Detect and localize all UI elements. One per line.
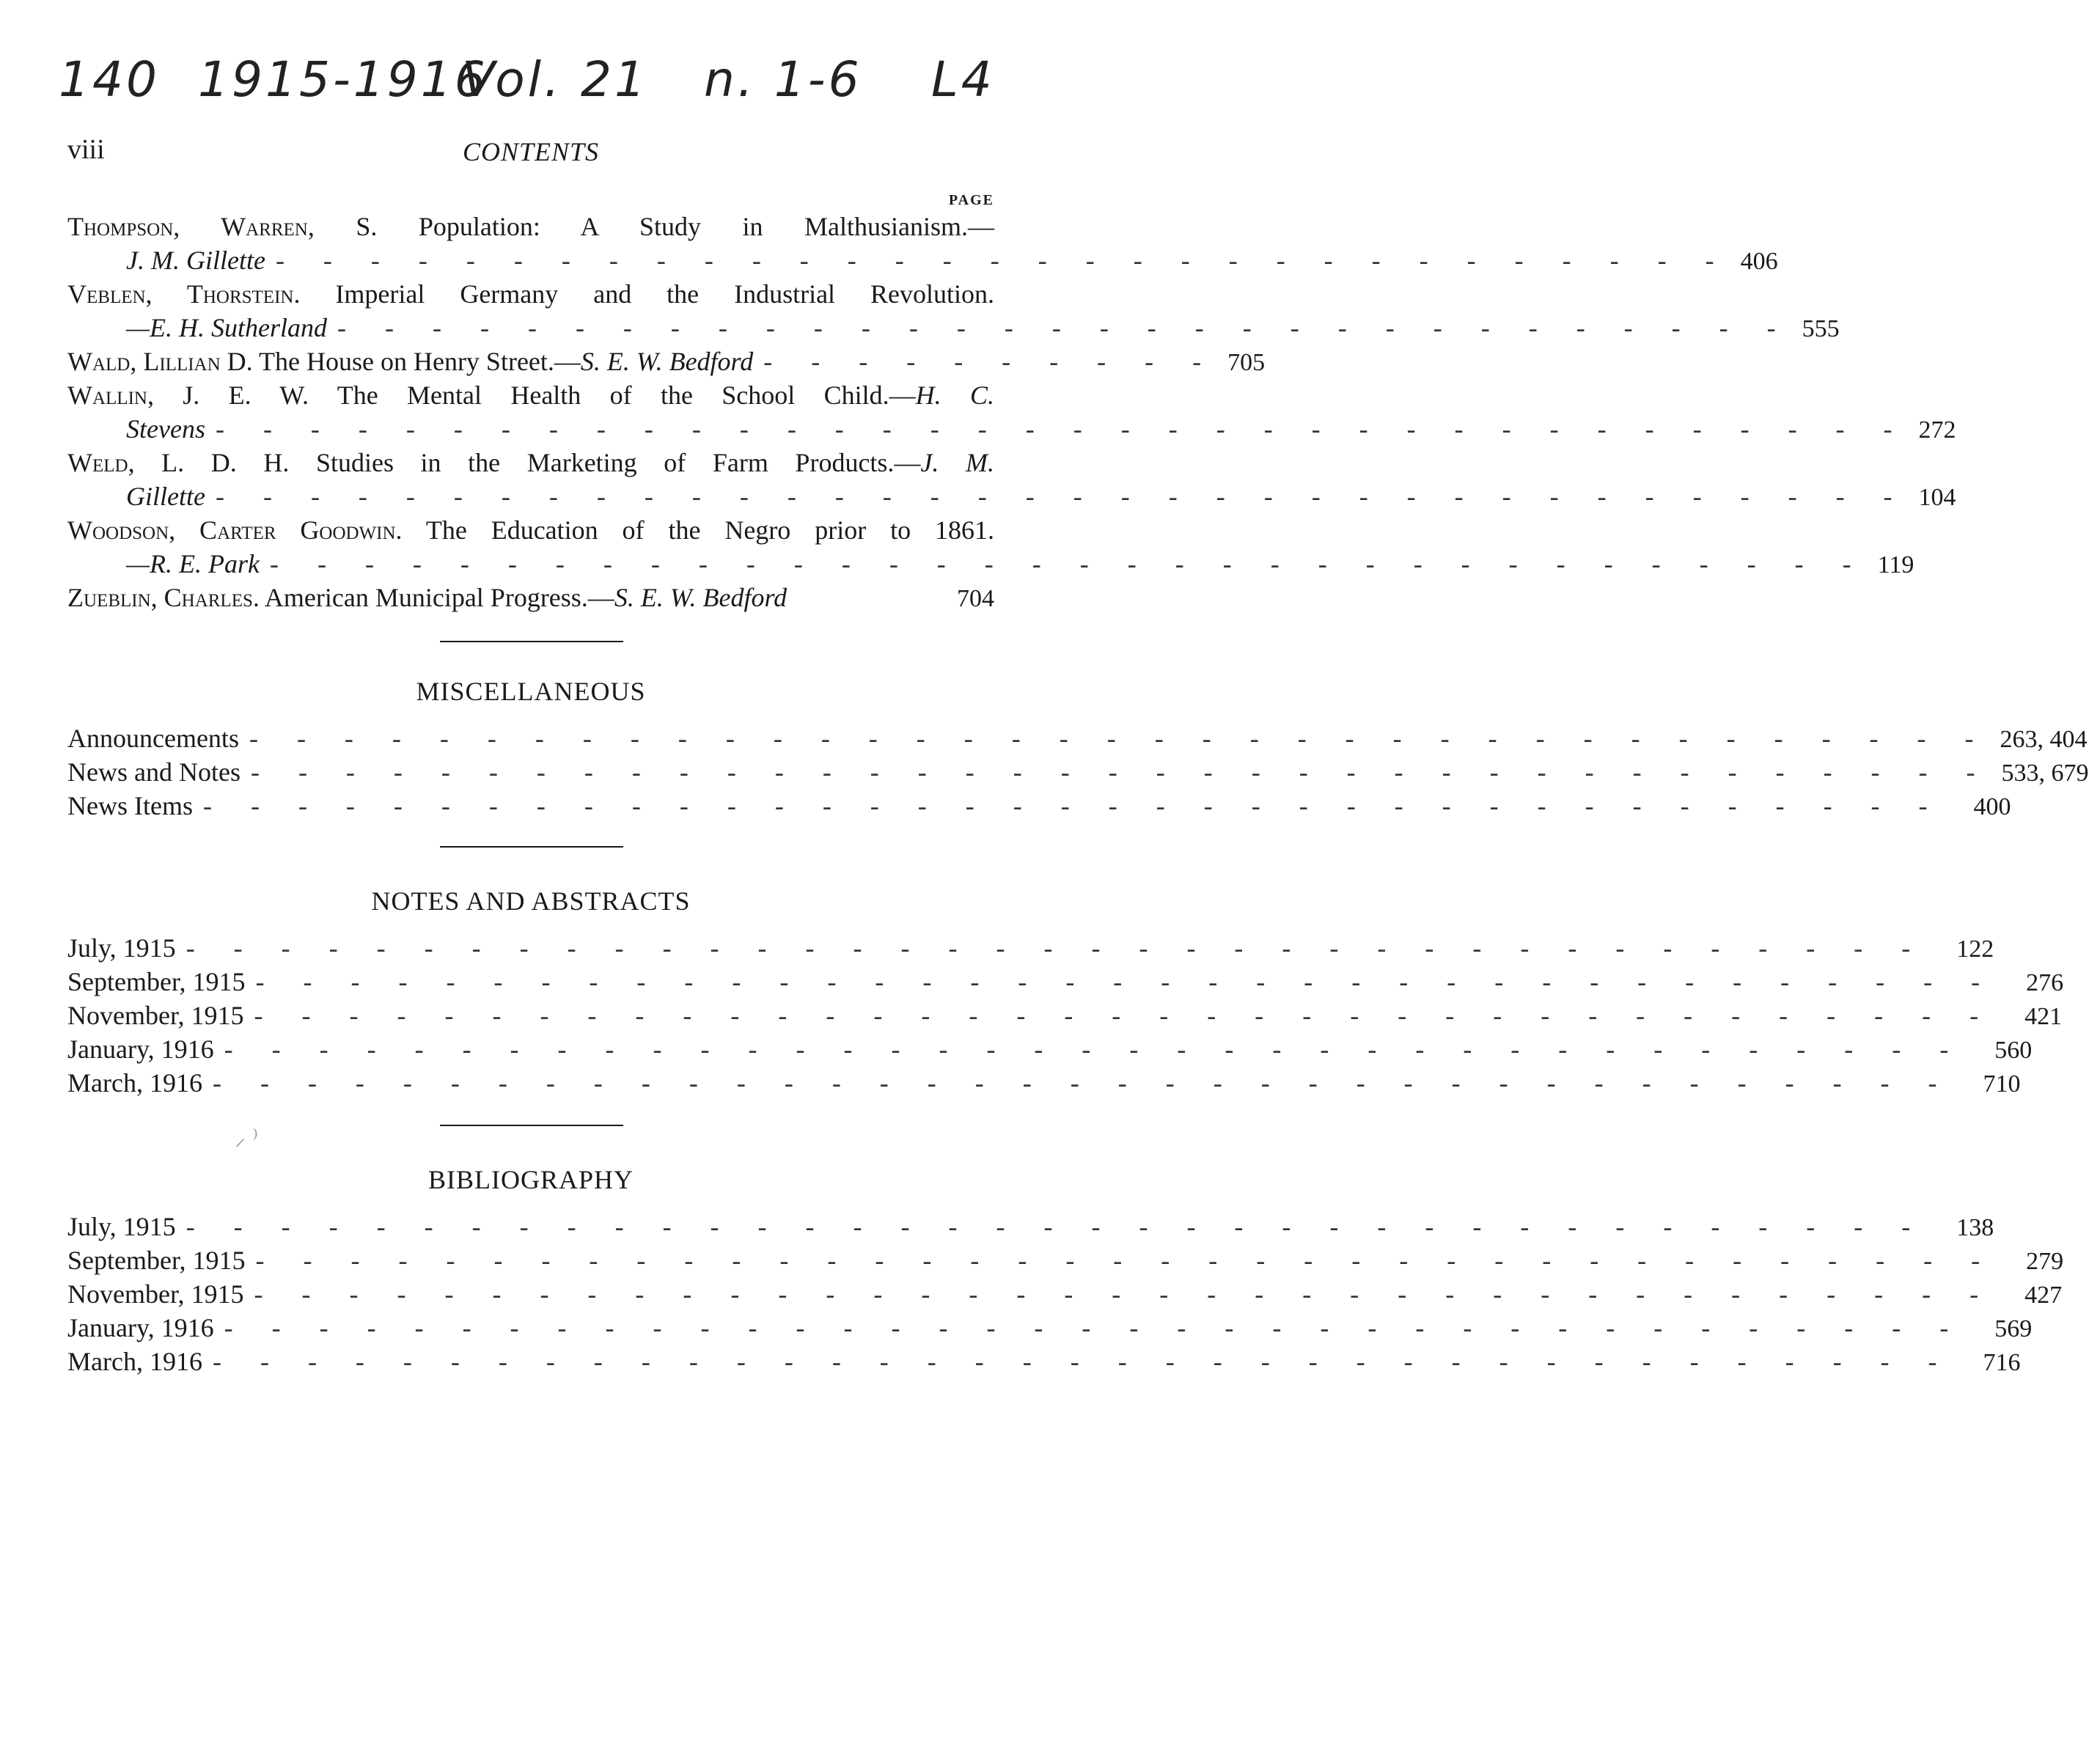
- review-entries: [67, 210, 1956, 614]
- dot-leaders: - - - - - - - - - - - - - - - - - - - - - - - - - - - - - - - - - -: [269, 549, 1868, 578]
- list-item: [67, 723, 2088, 757]
- entry-reviewer: Gillette: [126, 482, 205, 511]
- dot-leaders: - - - - - - - - - - - - - - - - - - - - - - - - - - - - - - - - - - - - -: [212, 1347, 1953, 1376]
- entry-page: 119: [1877, 551, 1914, 578]
- dot-leaders: - - - - - - - - - - - - - - - - - - - - - - - - - - - - - - - - - - - - -: [254, 1279, 1995, 1309]
- entry-reviewer-initials: J. M.: [920, 448, 994, 477]
- entry-author: Zueblin, Charles.: [67, 583, 260, 612]
- item-page: 427: [2024, 1282, 2063, 1309]
- item-page: 279: [2026, 1248, 2064, 1275]
- section-title-miscellaneous: MISCELLANEOUS: [416, 677, 646, 706]
- running-head: CONTENTS: [462, 137, 600, 166]
- item-page: 560: [1994, 1037, 2033, 1064]
- item-label: News Items: [67, 791, 193, 820]
- page-column-label: PAGE: [948, 192, 994, 208]
- dot-leaders: - - - - - - - - - - - - - - - - - - - - - - - - - - - - - - - - - - - - -: [249, 724, 1990, 753]
- dot-leaders: - - - - - - - - - - - - - - - - - - - - - - - - - - - - - - - - - - - - -: [212, 1068, 1953, 1098]
- section-divider: [440, 641, 623, 642]
- entry-title: Imperial Germany and the Industrial Revolution.: [335, 279, 995, 309]
- entry-author: Wallin, J. E. W.: [67, 381, 309, 410]
- item-label: July, 1915: [67, 933, 176, 963]
- entry-page: 272: [1918, 416, 1956, 444]
- dot-leaders: - - - - - - - - - - - - - - - - - - - - - - - - - - - - - - - - - - - - -: [224, 1313, 1965, 1342]
- dot-leaders: - - - - - - - - - - - - - - - - - - - - - - - - - - - - - - -: [275, 246, 1730, 275]
- dot-leaders: - - - - - - - - - - - - - - - - - - - - - - - - - - - - - - - - - - - - -: [255, 1246, 1997, 1275]
- entry-reviewer: —R. E. Park: [126, 549, 260, 578]
- entry-reviewer: Stevens: [126, 414, 205, 444]
- entry-page: 104: [1918, 484, 1956, 511]
- section-divider: [440, 846, 623, 848]
- item-label: March, 1916: [67, 1347, 202, 1376]
- handwritten-years: 1915-1916: [198, 51, 488, 108]
- dot-leaders: - - - - - - - - - - - - - - - - - - - - - - - - - - - - - - - - - - - - -: [250, 757, 1991, 787]
- list-item: [67, 1346, 2021, 1380]
- item-label: Announcements: [67, 724, 239, 753]
- entry-author: Woodson, Carter Goodwin.: [67, 515, 403, 545]
- entry-wald: [67, 345, 1266, 378]
- item-label: November, 1915: [67, 1279, 244, 1309]
- item-label: September, 1915: [67, 967, 246, 996]
- section-list-miscellaneous: [67, 723, 2089, 824]
- entry-author: Weld, L. D. H.: [67, 448, 290, 477]
- entry-page: 555: [1802, 315, 1840, 342]
- entry-reviewer: J. M. Gillette: [126, 246, 265, 275]
- dot-leaders: - - - - - - - - - - - - - - - - - - - - - - - - - - - - - - - - - - - - -: [202, 791, 1944, 820]
- handwritten-call-number: 140: [59, 51, 160, 108]
- dot-leaders: - - - - - - - - - - - - - - - - - - - - - - - - - - - - - - - - - - - -: [215, 482, 1909, 511]
- section-divider: [440, 1125, 623, 1126]
- entry-page: 705: [1227, 349, 1266, 376]
- dot-leaders: - - - - - - - - - - - - - - - - - - - - - - - - - - - - - - - - - - - -: [215, 414, 1909, 444]
- entry-zueblin: [67, 581, 994, 614]
- item-page: 716: [1983, 1349, 2021, 1376]
- list-item: [67, 1312, 2033, 1346]
- entry-title: American Municipal Progress.—: [264, 583, 614, 612]
- entry-woodson: [67, 513, 1914, 581]
- entry-reviewer: S. E. W. Bedford: [614, 583, 787, 612]
- entry-title: Population: A Study in Malthusianism.—: [418, 212, 994, 241]
- item-label: March, 1916: [67, 1068, 202, 1098]
- entry-title: The House on Henry Street.—: [259, 347, 581, 376]
- item-page: 710: [1983, 1070, 2021, 1098]
- entry-title: The Education of the Negro prior to 1861.: [425, 515, 994, 545]
- entry-page: 406: [1740, 248, 1778, 275]
- dot-leaders: - - - - - - - - - - - - - - - - - - - - - - - - - - - - - - - - - - - - -: [255, 967, 1997, 996]
- item-page: 263, 404: [2000, 726, 2088, 753]
- item-label: July, 1915: [67, 1212, 176, 1241]
- section-title-bibliography: BIBLIOGRAPHY: [427, 1165, 634, 1194]
- entry-page: 704: [957, 585, 994, 612]
- entry-reviewer: S. E. W. Bedford: [580, 347, 754, 376]
- item-page: 138: [1956, 1214, 1994, 1241]
- section-title-notes-and-abstracts: NOTES AND ABSTRACTS: [371, 886, 691, 916]
- dot-leaders: - - - - - - - - - - - - - - - - - - - - - - - - - - - - - - - - - - - - -: [224, 1034, 1965, 1064]
- item-page: 533, 679: [2001, 760, 2089, 787]
- list-item: [67, 1034, 2033, 1067]
- entry-title: The Mental Health of the School Child.—: [337, 381, 916, 410]
- item-page: 569: [1994, 1315, 2033, 1342]
- item-label: News and Notes: [67, 757, 241, 787]
- entry-author: Thompson, Warren, S.: [67, 212, 378, 241]
- folio-number: viii: [67, 134, 105, 165]
- list-item: [67, 757, 2089, 790]
- handwritten-shelf-mark: L4: [931, 51, 995, 108]
- list-item: [67, 933, 1994, 966]
- dot-leaders: - - - - - - - - - - - - - - - - - - - - - - - - - - - - - - -: [337, 313, 1792, 342]
- section-list-bibliography: [67, 1211, 2064, 1380]
- entry-author: Veblen, Thorstein.: [67, 279, 301, 309]
- list-item: [67, 1211, 1994, 1245]
- item-label: January, 1916: [67, 1313, 214, 1342]
- list-item: [67, 966, 2064, 1000]
- dot-leaders: - - - - - - - - - - - - - - - - - - - - - - - - - - - - - - - - - - - - -: [186, 933, 1927, 963]
- item-label: November, 1915: [67, 1001, 244, 1030]
- item-page: 122: [1956, 936, 1994, 963]
- dot-leaders: - - - - - - - - - - - - - - - - - - - - - - - - - - - - - - - - - - - - -: [186, 1212, 1927, 1241]
- entry-thompson: [67, 210, 1778, 277]
- dot-leaders: - - - - - - - - - -: [763, 347, 1218, 376]
- list-item: [67, 1245, 2064, 1279]
- item-page: 400: [1973, 793, 2011, 820]
- list-item: [67, 1279, 2063, 1312]
- list-item: [67, 1067, 2021, 1101]
- entry-weld: [67, 446, 1956, 513]
- list-item: [67, 790, 2011, 824]
- entry-author: Wald, Lillian D.: [67, 347, 253, 376]
- entry-veblen: [67, 277, 1840, 345]
- item-page: 276: [2026, 969, 2064, 996]
- list-item: [67, 1000, 2063, 1034]
- dot-leaders: - - - - - - - - - - - - - - - - - - - - - - - - - - - - - - - - - - - - -: [254, 1001, 1995, 1030]
- item-label: January, 1916: [67, 1034, 214, 1064]
- entry-title: Studies in the Marketing of Farm Products.—: [315, 448, 921, 477]
- section-list-notes-and-abstracts: [67, 933, 2064, 1101]
- item-label: September, 1915: [67, 1246, 246, 1275]
- page-header: [67, 133, 994, 170]
- handwritten-annotation: [59, 44, 1027, 132]
- paper-blemish: ⸝ ⁾: [235, 1125, 258, 1151]
- handwritten-volume: Vol. 21: [462, 51, 648, 108]
- entry-reviewer-initials: H. C.: [915, 381, 995, 410]
- item-page: 421: [2024, 1003, 2063, 1030]
- entry-reviewer: —E. H. Sutherland: [126, 313, 327, 342]
- handwritten-issues: n. 1-6: [704, 51, 862, 108]
- entry-wallin: [67, 378, 1956, 446]
